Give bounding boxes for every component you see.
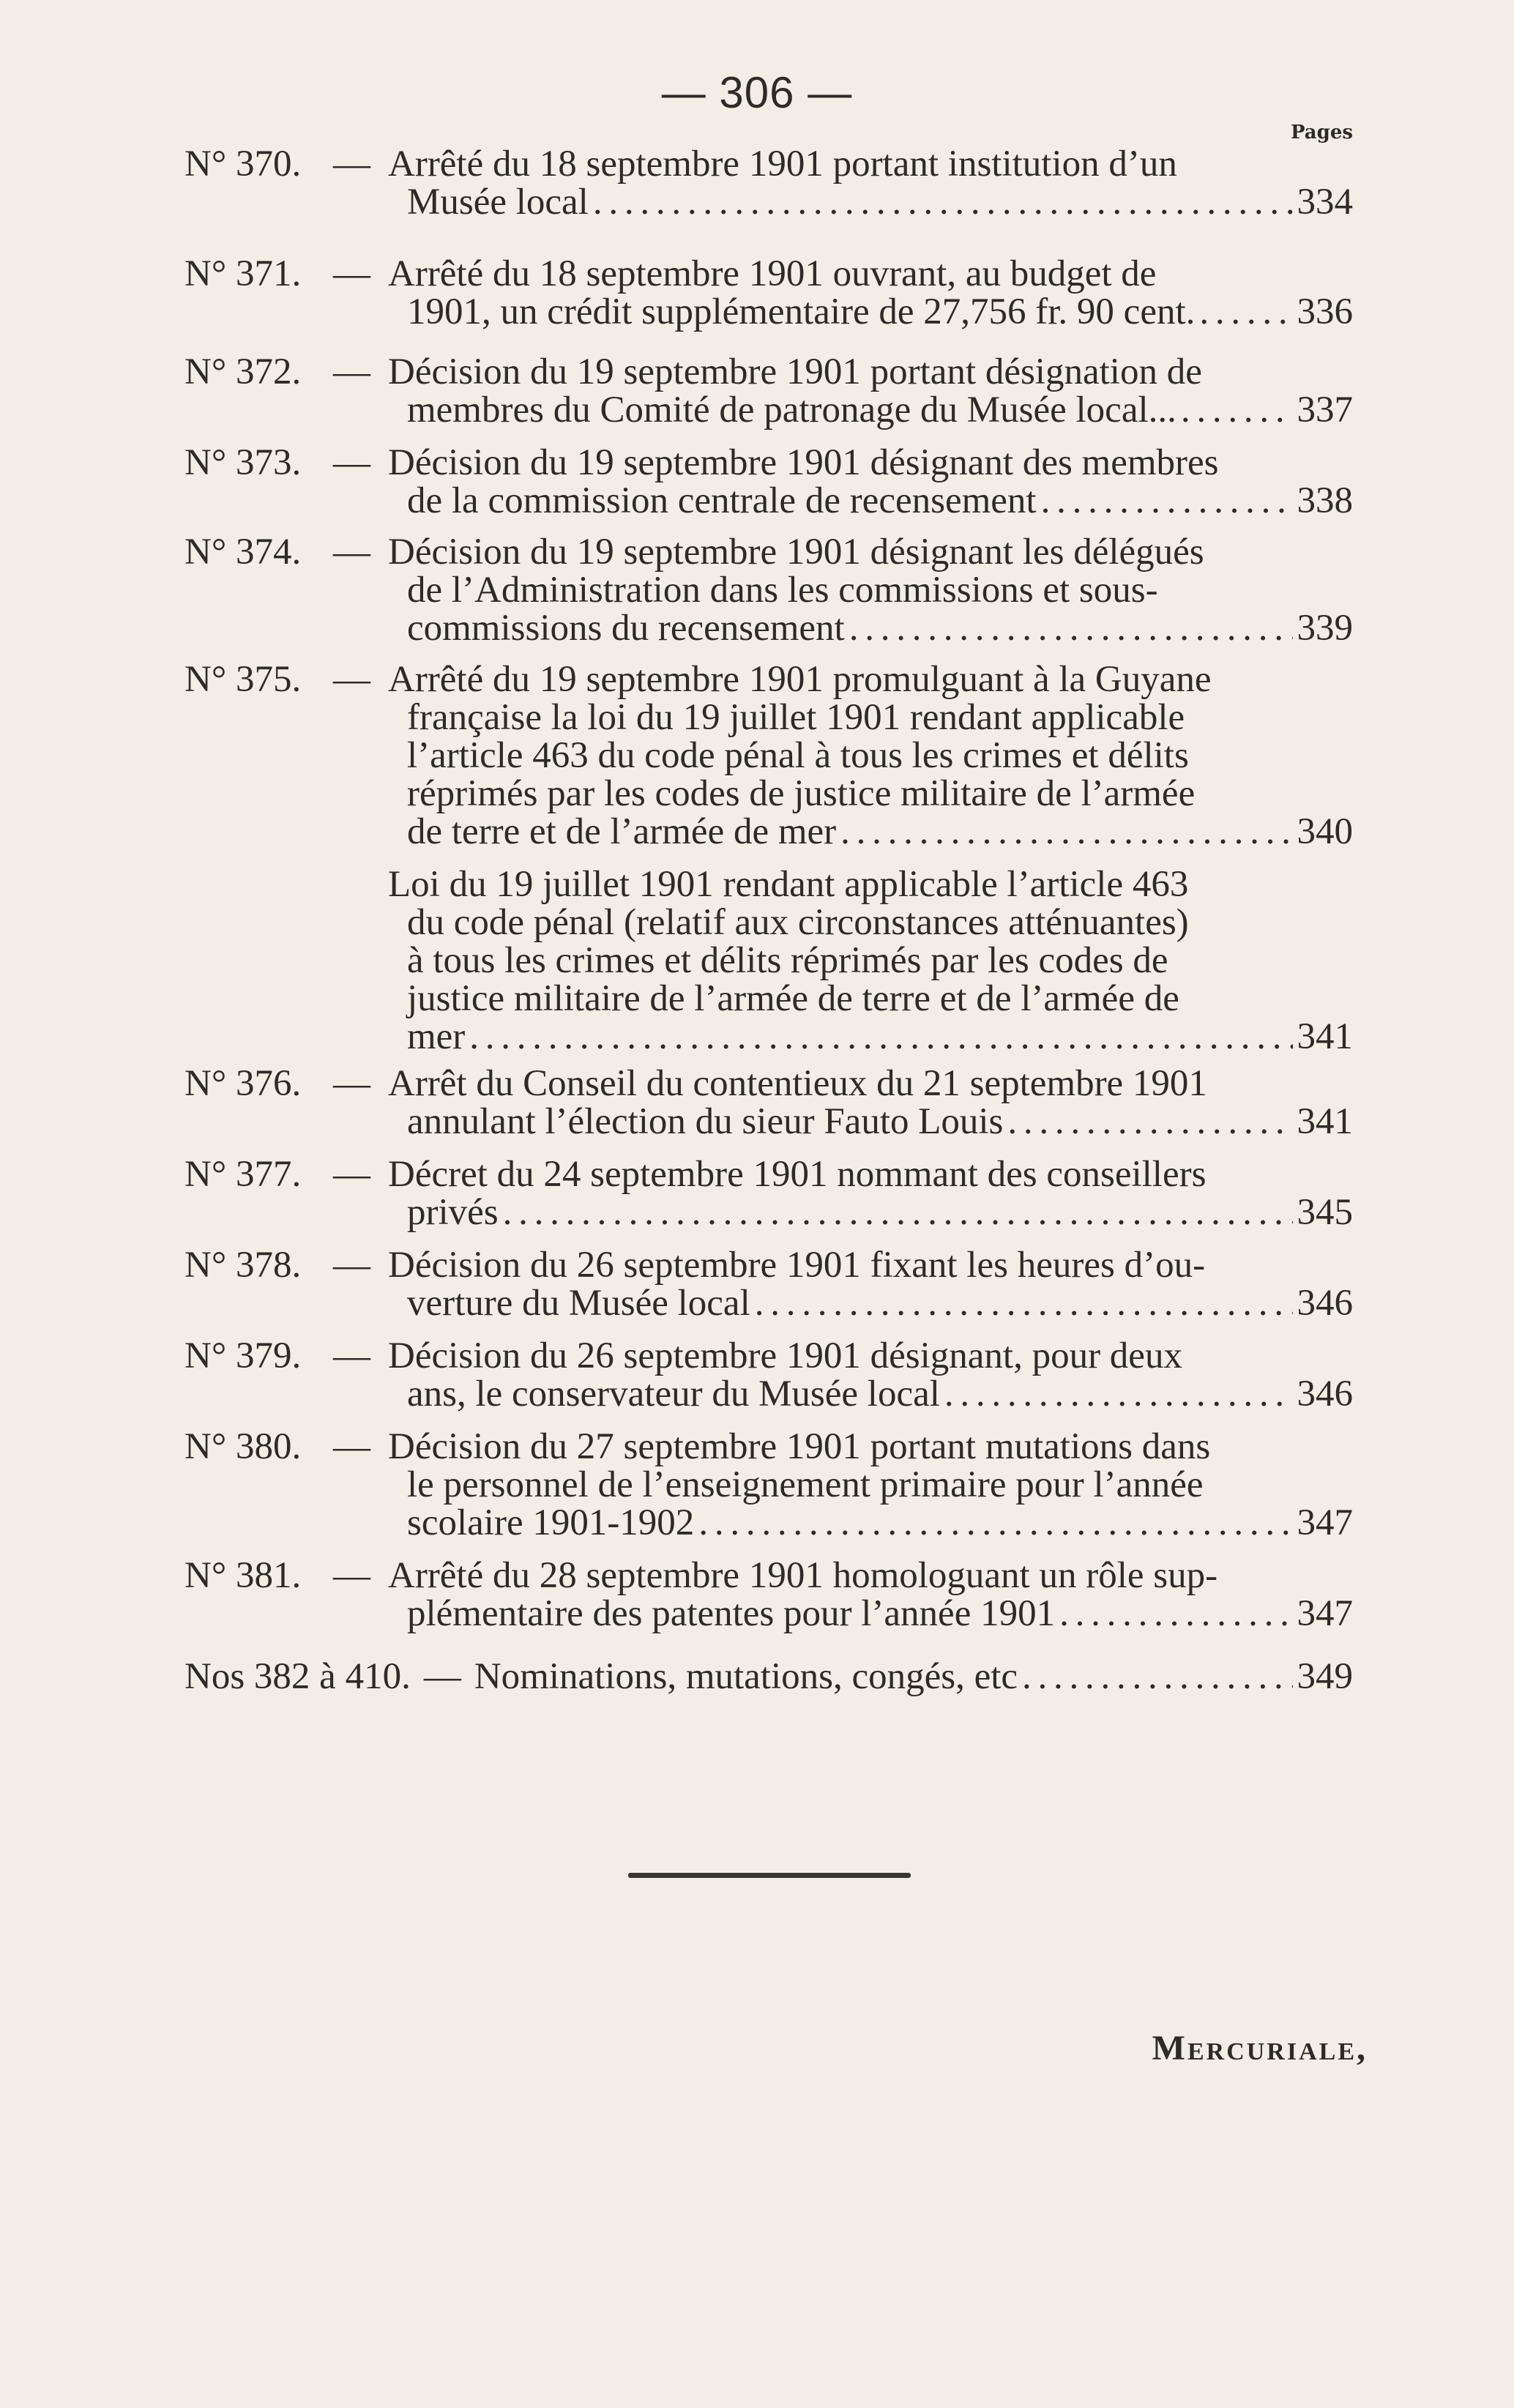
entry-number: N° 370. <box>184 143 302 184</box>
entry-number: Nos 382 à 410. <box>184 1656 411 1697</box>
entry-number: N° 375. <box>184 659 302 700</box>
dot-leader <box>469 1018 1292 1056</box>
entry-number: N° 376. <box>184 1063 302 1104</box>
entry-line: de la commission centrale de recensement <box>407 480 1037 521</box>
entry-page: 340 <box>1297 811 1353 852</box>
pages-column-label: Pages <box>1290 122 1353 143</box>
entry-line: Arrêté du 18 septembre 1901 portant institution d’un <box>388 143 1177 184</box>
entry-line: le personnel de l’enseignement primaire pour l’année <box>407 1464 1204 1505</box>
entry-line: Arrêté du 28 septembre 1901 homologuant un rôle sup- <box>388 1555 1218 1596</box>
entry-number: N° 381. <box>184 1555 302 1596</box>
entry-dash: — <box>333 1063 370 1104</box>
dot-leader <box>593 183 1293 221</box>
entry-dash: — <box>333 1555 370 1596</box>
toc-entry-378 <box>184 1246 1353 1322</box>
entry-line: réprimés par les codes de justice militaire de l’armée <box>407 773 1196 814</box>
entry-line: Loi du 19 juillet 1901 rendant applicable l’article 463 <box>388 864 1189 905</box>
entry-line: verture du Musée local <box>407 1283 750 1324</box>
entry-dash: — <box>423 1656 461 1697</box>
entry-line: Décision du 27 septembre 1901 portant mutations dans <box>388 1426 1211 1467</box>
entry-page: 347 <box>1297 1502 1353 1543</box>
dot-leader <box>1041 482 1293 520</box>
entry-page: 341 <box>1297 1016 1353 1057</box>
entry-line: Musée local <box>407 182 589 223</box>
entry-line: française la loi du 19 juillet 1901 rendant applicable <box>407 697 1185 738</box>
entry-dash: — <box>333 442 370 483</box>
entry-number: N° 371. <box>184 253 302 294</box>
toc-entry-376 <box>184 1065 1353 1141</box>
dot-leader <box>1199 293 1292 331</box>
toc-entry-377 <box>184 1155 1353 1231</box>
dot-leader <box>1181 391 1293 429</box>
dot-leader <box>1059 1595 1292 1633</box>
entry-dash: — <box>333 1245 370 1286</box>
entry-line: privés <box>407 1192 499 1233</box>
dot-leader <box>1007 1103 1292 1141</box>
dot-leader <box>503 1193 1293 1231</box>
entry-line: annulant l’élection du sieur Fauto Louis <box>407 1101 1004 1142</box>
entry-page: 345 <box>1297 1192 1353 1233</box>
entry-line: du code pénal (relatif aux circonstances atténuantes) <box>407 902 1189 943</box>
entry-page: 338 <box>1297 480 1353 521</box>
entry-number: N° 374. <box>184 532 302 573</box>
entry-line: l’article 463 du code pénal à tous les crimes et délits <box>407 735 1189 776</box>
entry-dash: — <box>333 1426 370 1467</box>
entry-line: de l’Administration dans les commissions et sous- <box>407 570 1158 611</box>
entry-page: 346 <box>1297 1373 1353 1414</box>
entry-number: N° 372. <box>184 351 302 392</box>
entry-line: mer <box>407 1016 466 1057</box>
dot-leader <box>840 813 1292 851</box>
entry-line: Décision du 19 septembre 1901 portant désignation de <box>388 351 1202 392</box>
entry-line: Décret du 24 septembre 1901 nommant des conseillers <box>388 1154 1207 1195</box>
toc-entry-375 <box>184 660 1353 851</box>
toc-entry-371 <box>184 255 1353 331</box>
entry-line: de terre et de l’armée de mer <box>407 811 837 852</box>
entry-line: ans, le conservateur du Musée local <box>407 1373 940 1414</box>
entry-dash: — <box>333 1335 370 1376</box>
entry-line: commissions du recensement <box>407 608 845 649</box>
entry-page: 349 <box>1297 1656 1353 1697</box>
entry-line: à tous les crimes et délits réprimés par les codes de <box>407 940 1168 981</box>
entry-number: N° 377. <box>184 1154 302 1195</box>
entry-number: N° 380. <box>184 1426 302 1467</box>
page-number: — 306 — <box>661 68 853 117</box>
entry-dash: — <box>333 253 370 294</box>
dot-leader <box>944 1375 1293 1413</box>
entry-page: 337 <box>1297 389 1353 430</box>
toc-entry-382-410 <box>184 1658 1353 1696</box>
entry-line: justice militaire de l’armée de terre et de l’armée de <box>407 978 1179 1019</box>
toc-entry-373 <box>184 444 1353 520</box>
entry-line: Décision du 26 septembre 1901 fixant les heures d’ou- <box>388 1245 1206 1286</box>
dot-leader <box>849 609 1293 647</box>
toc-entry-loi <box>184 865 1353 1056</box>
toc-entry-372 <box>184 353 1353 429</box>
entry-line: Arrêt du Conseil du contentieux du 21 septembre 1901 <box>388 1063 1207 1104</box>
dot-leader <box>1022 1658 1292 1696</box>
entry-number: N° 379. <box>184 1335 302 1376</box>
entry-page: 341 <box>1297 1101 1353 1142</box>
toc-entry-370 <box>184 145 1353 221</box>
entry-line: Arrêté du 19 septembre 1901 promulguant à la Guyane <box>388 659 1212 700</box>
entry-page: 334 <box>1297 182 1353 223</box>
entry-dash: — <box>333 143 370 184</box>
entry-number: N° 378. <box>184 1245 302 1286</box>
toc-entry-379 <box>184 1337 1353 1413</box>
entry-dash: — <box>333 1154 370 1195</box>
entry-page: 336 <box>1297 291 1353 332</box>
dot-leader <box>698 1504 1292 1542</box>
entry-line: scolaire 1901-1902 <box>407 1502 695 1543</box>
entry-line: Décision du 19 septembre 1901 désignant des membres <box>388 442 1219 483</box>
entry-line: 1901, un crédit supplémentaire de 27,756 fr. 90 cent. <box>407 291 1196 332</box>
entry-line: Arrêté du 18 septembre 1901 ouvrant, au budget de <box>388 253 1157 294</box>
entry-page: 339 <box>1297 608 1353 649</box>
entry-line: plémentaire des patentes pour l’année 1901 <box>407 1593 1056 1634</box>
catchword: Mercuriale, <box>1152 2029 1368 2068</box>
entry-page: 346 <box>1297 1283 1353 1324</box>
dot-leader <box>755 1284 1293 1322</box>
entry-dash: — <box>333 351 370 392</box>
entry-page: 347 <box>1297 1593 1353 1634</box>
ornamental-rule <box>628 1873 911 1878</box>
entry-dash: — <box>333 659 370 700</box>
toc-entry-374 <box>184 533 1353 647</box>
entry-dash: — <box>333 532 370 573</box>
entry-number: N° 373. <box>184 442 302 483</box>
entry-line: Décision du 26 septembre 1901 désignant, pour deux <box>388 1335 1182 1376</box>
entry-line: Décision du 19 septembre 1901 désignant les délégués <box>388 532 1204 573</box>
entry-line: membres du Comité de patronage du Musée local... <box>407 389 1176 430</box>
entry-line: Nominations, mutations, congés, etc <box>474 1656 1018 1697</box>
toc-entry-381 <box>184 1557 1353 1633</box>
toc-entry-380 <box>184 1428 1353 1542</box>
